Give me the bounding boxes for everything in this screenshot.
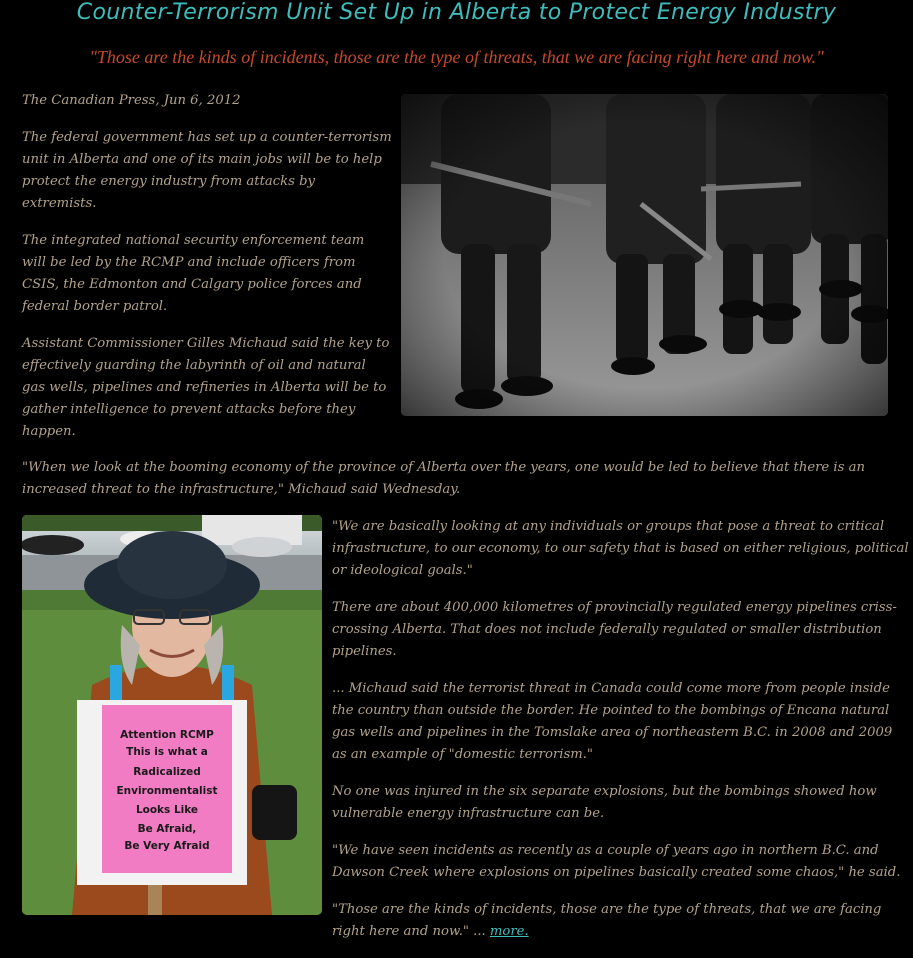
article-paragraph: "When we look at the booming economy of the province of Alberta over the years, one would be led to believe that there is an increased threat to the infrastructure," Michaud said Wednesday. bbox=[22, 460, 865, 497]
article-headline: Counter-Terrorism Unit Set Up in Alberta to Protect Energy Industry bbox=[76, 0, 837, 25]
closing-text: "Those are the kinds of incidents, those are the type of threats, that we are facing right here and now." ... bbox=[332, 902, 882, 939]
closing-paragraph bbox=[332, 899, 910, 943]
sign-line: Attention RCMP bbox=[120, 729, 214, 741]
riot-police-photo bbox=[401, 94, 888, 416]
sign-line: This is what a bbox=[126, 746, 208, 758]
right-text-column bbox=[332, 516, 910, 958]
protester-image bbox=[22, 515, 322, 915]
full-width-text bbox=[22, 457, 902, 516]
riot-police-image bbox=[401, 94, 888, 416]
article-paragraph: There are about 400,000 kilometres of provincially regulated energy pipelines criss-crossing Alberta. That does not include federally regulated or smaller distribution pipelines. bbox=[332, 600, 897, 659]
protester-photo bbox=[22, 515, 322, 915]
article-paragraph: ... Michaud said the terrorist threat in Canada could come more from people inside the country than outside the border. He pointed to the bombings of Encana natural gas wells and pipelines in the Tomslake area of northeastern B.C. in 2008 and 2009 as an example of "domestic terrorism." bbox=[332, 681, 893, 762]
more-link[interactable]: more. bbox=[489, 924, 529, 939]
sign-line: Be Afraid, bbox=[137, 823, 197, 835]
byline: The Canadian Press, Jun 6, 2012 bbox=[22, 93, 241, 108]
sign-line: Radicalized bbox=[133, 766, 201, 778]
article-paragraph: The federal government has set up a counter-terrorism unit in Alberta and one of its main jobs will be to help protect the energy industry from attacks by extremists. bbox=[22, 130, 392, 211]
sign-line: Be Very Afraid bbox=[124, 840, 210, 852]
left-text-column bbox=[22, 90, 392, 458]
sign-line: Looks Like bbox=[135, 804, 199, 816]
article-paragraph: Assistant Commissioner Gilles Michaud said the key to effectively guarding the labyrinth of oil and natural gas wells, pipelines and refineries in Alberta will be to gather intelligence to prevent attacks before they happen. bbox=[22, 336, 390, 439]
article-paragraph: "We are basically looking at any individuals or groups that pose a threat to critical infrastructure, to our economy, to our safety that is based on either religious, political or ideological goals." bbox=[332, 519, 909, 578]
sign-line: Environmentalist bbox=[116, 785, 218, 797]
pull-quote: "Those are the kinds of incidents, those are the type of threats, that we are facing right here and now." bbox=[89, 47, 824, 67]
article-paragraph: The integrated national security enforcement team will be led by the RCMP and include officers from CSIS, the Edmonton and Calgary police forces and federal border patrol. bbox=[22, 233, 365, 314]
article-paragraph: No one was injured in the six separate explosions, but the bombings showed how vulnerable energy infrastructure can be. bbox=[332, 784, 877, 821]
article-paragraph: "We have seen incidents as recently as a couple of years ago in northern B.C. and Dawson Creek where explosions on pipelines basically created some chaos," he said. bbox=[332, 843, 901, 880]
